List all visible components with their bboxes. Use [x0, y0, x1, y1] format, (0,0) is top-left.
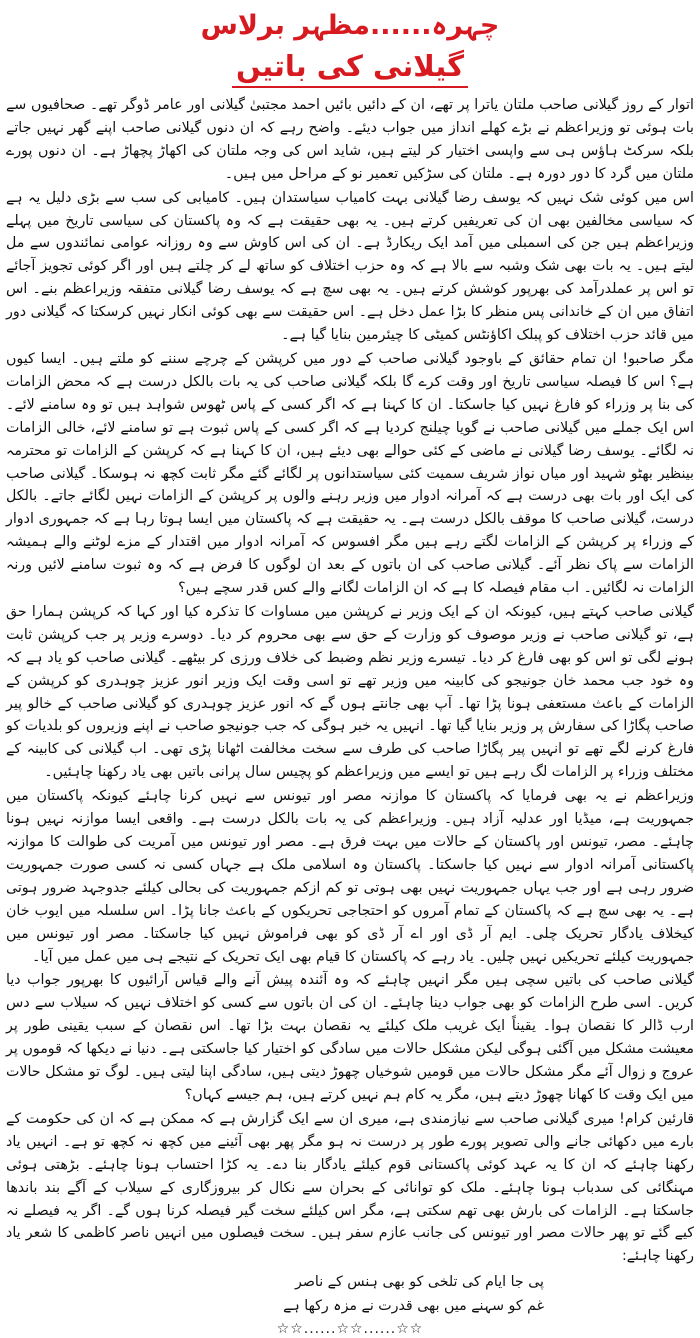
column-headline: چہرہ......مظہر برلاس [200, 10, 500, 41]
paragraph: اتوار کے روز گیلانی صاحب ملتان یاترا پر تھے، ان کے دائیں بائیں احمد مجتبیٰ گیلانی اور عامر ڈوگر تھے۔ صحافیوں سے بات ہوئی تو وزیراعظم نے بڑے کھلے انداز میں جواب دیئے۔ واضح رہے کہ ان دنوں گیلانی صاحب اپنے گھر نہیں جاتے بلکہ سرکٹ ہاؤس ہی سے واپسی اختیار کر لیتے ہیں، شاید اس کی وجہ ملتان کی اکھاڑ پچھاڑ ہے۔ ان دنوں پورے ملتان میں گرد کا دور دورہ ہے۔ ملتان کی سڑکیں تعمیر نو کے مراحل میں ہیں۔ [6, 97, 694, 182]
paragraph: گیلانی صاحب کہتے ہیں، کیونکہ ان کے ایک وزیر نے کرپشن میں مساوات کا تذکرہ کیا اور کہا کہ کرپشن ہمارا حق ہے، تو گیلانی صاحب نے وزیر موصوف کو وزارت کے حق سے بھی محروم کر دیا۔ دوسرے وزیر پر جب کرپشن ثابت ہونے لگی تو اس کو بھی فارغ کر دیا۔ تیسرے وزیر نظم وضبط کی خلاف ورزی کر بیٹھے۔ گیلانی صاحب کو یاد ہے کہ وہ خود جب محمد خان جونیجو کی کابینہ میں وزیر تھے تو اسی وقت ایک وزیر انور عزیز چوہدری کو کرپشن کے الزامات کے باعث مستعفی ہونا پڑا تھا۔ آپ بھی جانتے ہوں گے کہ انور عزیز چوہدری کو گیلانی صاحب کے خالو پیر صاحب پگاڑا کی سفارش پر وزیر بنایا گیا تھا۔ انہیں یہ خبر ہوگی کہ جب جونیجو صاحب نے اپنے وزیروں کو بلدیات کو فارغ کرنے لگے تھے تو انہیں پیر پگاڑا صاحب کی طرف سے سخت مخالفت اٹھانا پڑی تھی۔ اب گیلانی کی کابینہ کے مختلف وزراء پر الزامات لگ رہے ہیں تو ایسے میں وزیراعظم کو پچیس سال پرانی باتیں بھی یاد رکھنا چاہئیں۔ [6, 603, 694, 781]
poem-couplet [6, 1270, 694, 1318]
article-title: گیلانی کی باتیں [232, 46, 468, 88]
article-header [6, 8, 694, 94]
verse-line: غم کو سہنے میں بھی قدرت نے مزہ رکھا ہے [283, 1298, 544, 1315]
paragraph: اس میں کوئی شک نہیں کہ یوسف رضا گیلانی بہت کامیاب سیاستدان ہیں۔ کامیابی کی سب سے بڑی دلیل یہ ہے کہ سیاسی مخالفین بھی ان کی تعریفیں کرتے ہیں۔ یہ بھی حقیقت ہے کہ وہ پاکستان کی سیاسی تاریخ میں پہلے وزیراعظم ہیں جن کی اسمبلی میں آمد ایک ریکارڈ ہے۔ ان کی اس کاوش سے وہ روزانہ عوامی نمائندوں سے مل لیتے ہیں۔ یہ بات بھی شک وشبہ سے بالا ہے کہ وہ حزب اختلاف کو ساتھ لے کر چلتے ہیں اور اگر کوئی تجویز آجائے تو اس پر عملدرآمد کی بھرپور کوشش کرتے ہیں۔ یہ بھی سچ ہے کہ یوسف رضا گیلانی متفقہ وزیراعظم بنے۔ اس اتفاق میں ان کے خاندانی پس منظر کا بڑا عمل دخل ہے۔ اس حقیقت سے بھی کوئی انکار نہیں کرسکتا کہ گیلانی دور میں قائد حزب اختلاف کو پبلک اکاؤنٹس کمیٹی کا چیئرمین بنایا گیا ہے۔ [6, 189, 694, 344]
paragraph: مگر صاحبو! ان تمام حقائق کے باوجود گیلانی صاحب کے دور میں کرپشن کے چرچے سننے کو ملتے ہیں۔ ایسا کیوں ہے؟ اس کا فیصلہ سیاسی تاریخ اور وقت کرے گا بلکہ گیلانی صاحب کی یہ بات بالکل درست ہے کہ محض الزامات کی بنا پر وزراء کو فارغ نہیں کیا جاسکتا۔ ان کا کہنا ہے کہ اگر کسی کے پاس ٹھوس شواہد ہیں تو وہ سامنے لائے۔ اس ایک جملے میں گیلانی صاحب نے گویا چیلنج کردیا ہے کہ اگر کسی کے پاس ثبوت ہے تو سامنے لائے، خالی الزامات نہ لگائے۔ یوسف رضا گیلانی نے ماضی کے کئی حوالے بھی دیئے ہیں، ان کا کہنا ہے کہ کرپشن کے الزامات تو محترمہ بینظیر بھٹو شہید اور میاں نواز شریف سمیت کئی سیاستدانوں پر لگائے گئے مگر ثابت کچھ نہ ہوسکا۔ گیلانی صاحب کی ایک اور بات بھی درست ہے کہ آمرانہ ادوار میں وزیر رہنے والوں پر کرپشن کے الزامات نہیں لگائے جاتے۔ بالکل درست، گیلانی صاحب کا موقف بالکل درست ہے۔ یہ حقیقت ہے کہ پاکستان میں ایسا ہوتا رہا ہے کہ جمہوری ادوار کے وزراء پر کرپشن کے الزامات لگتے رہے ہیں مگر افسوس کہ آمرانہ ادوار میں اقتدار کے مزے لوٹنے والے ہمیشہ الزامات سے پاک نظر آئے۔ گیلانی صاحب کی ان باتوں کے بعد ان لوگوں کا فرض ہے کہ وہ ثبوت سامنے لائیں ورنہ الزامات نہ لگائیں۔ اب مقام فیصلہ کا ہے کہ ان الزامات لگانے والے کس قدر سچے ہیں؟ [6, 350, 694, 597]
article-body [6, 94, 694, 1268]
verse-line: پی جا ایام کی تلخی کو بھی ہنس کے ناصر [295, 1274, 544, 1291]
paragraph: قارئین کرام! میری گیلانی صاحب سے نیازمندی ہے، میری ان سے ایک گزارش ہے کہ ممکن ہے کہ ان کی حکومت کے بارے میں دکھائی جانے والی تصویر پورے طور پر درست نہ ہو مگر پھر بھی آئینے میں کچھ نہ کچھ تو ہے۔ انہیں یاد رکھنا چاہئے کہ ان کا یہ عہد کوئی پاکستانی قوم کیلئے یادگار بنا دے۔ یہ کڑا احتساب ہونا چاہئے۔ بڑھتی ہوئی مہنگائی کی سدباب ہونا چاہئے۔ ملک کو توانائی کے بحران سے نکال کر بیروزگاری کے سیلاب کے آگے بند باندھا جاسکتا ہے۔ الزامات کی بارش بھی تھم سکتی ہے، مگر اس کیلئے سخت گیر فیصلہ کرنا ہوں گے۔ اگر یہ فیصلے نہ کیے گئے تو پھر حالات مصر اور تیونس کی جانب عازم سفر ہیں۔ سخت فیصلوں میں انہیں ناصر کاظمی کا شعر یاد رکھنا چاہئے: [6, 1110, 694, 1265]
end-separator: ☆☆......☆☆......☆☆ [276, 1321, 424, 1338]
paragraph: گیلانی صاحب کی باتیں سچی ہیں مگر انہیں چاہئے کہ وہ آئندہ پیش آنے والے قیاس آرائیوں کا بھرپور جواب دیا کریں۔ اسی طرح الزامات کو بھی جواب دینا چاہئے۔ ان کی ان باتوں سے کسی کو اختلاف نہیں کہ سیلاب سے دس ارب ڈالر کا نقصان ہوا۔ یقیناً ایک غریب ملک کیلئے یہ نقصان بہت بڑا تھا۔ اس نقصان کے سبب یقینی طور پر معیشت مشکل میں آگئی ہوگی لیکن مشکل حالات میں سادگی کو اختیار کیا جاسکتی ہے۔ دنیا نے دیکھا کہ قوموں پر عروج و زوال آئے مگر مشکل حالات میں قومیں شوخیاں چھوڑ دیتی ہیں، سادگی اپنا لیتی ہیں۔ لوگ تو مشکل حالات میں ایک وقت کا کھانا چھوڑ دیتے ہیں، مگر یہ کام ہم نہیں کرتے ہیں، ہم جیسے کہاں؟ [6, 972, 694, 1103]
paragraph: وزیراعظم نے یہ بھی فرمایا کہ پاکستان کا موازنہ مصر اور تیونس سے نہیں کرنا چاہئے کیونکہ پاکستان میں جمہوریت ہے، میڈیا اور عدلیہ آزاد ہیں۔ وزیراعظم کی یہ بات بالکل درست ہے۔ واقعی ایسا موازنہ نہیں ہونا چاہئے۔ مصر، تیونس اور پاکستان کے حالات میں بہت فرق ہے۔ مصر اور تیونس میں آمریت کی طوالت کا موازنہ پاکستانی آمرانہ ادوار سے نہیں کیا جاسکتا۔ پاکستان وہ اسلامی ملک ہے جہاں کسی نہ کسی صورت جمہوریت ضرور رہی ہے اور جب یہاں جمہوریت نہیں بھی ہوتی تو کم ازکم جمہوریت کی بحالی کیلئے جدوجہد ضرور ہوتی ہے۔ یہ بھی سچ ہے کہ پاکستان کے تمام آمروں کو احتجاجی تحریکوں کے باعث جانا پڑا۔ اس سلسلہ میں ایوب خان کیخلاف یادگار تحریک چلی۔ ایم آر ڈی اور اے آر ڈی کو بھی فراموش نہیں کیا جاسکتا۔ مصر اور تیونس میں جمہوریت کیلئے تحریکیں نہیں چلیں۔ یاد رہے کہ پاکستان کا قیام بھی ایک تحریک کے نتیجے ہی میں عمل میں آیا۔ [6, 788, 694, 965]
